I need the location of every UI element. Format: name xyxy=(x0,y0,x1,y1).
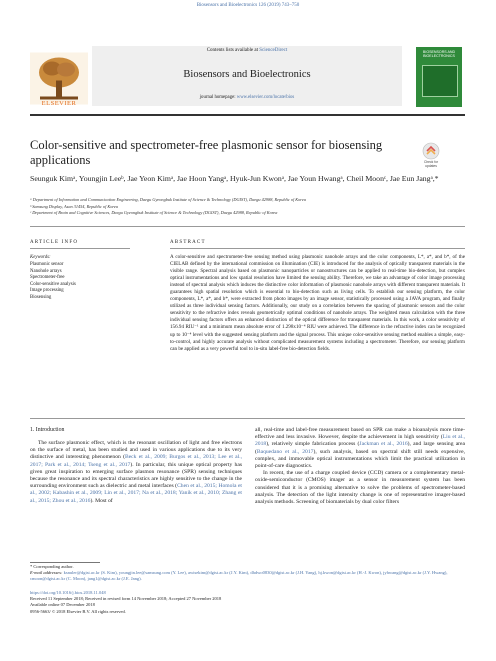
email-list[interactable]: ksnuler@dgist.ac.kr (S. Kim), youngjin.lee@samsung.com (Y. Lee), awisekim@dgist.ac.kr (J.Y. Kim), dhdwo0830@dgist.ac.kr (J.H. Yang), hj.kwon@dgist.ac.kr (H.-J. Kwon), jyhwang@dgist.ac.kr (J.Y. Hwang), cmoon@dgist.ac.kr (C. Moon), jang1@dgist.ac.kr (J.E. Jang). xyxy=(30,570,448,582)
keyword: Biosensing xyxy=(30,294,52,300)
issn-copyright: 0956-5663/ © 2018 Elsevier B.V. All rights reserved. xyxy=(30,608,126,614)
doi-link[interactable]: https://doi.org/10.1016/j.bios.2018.11.048 xyxy=(30,590,106,595)
body-text: ), relatively simple fabrication process ( xyxy=(266,441,360,448)
affiliation-a: ᵃ Department of Information and Communication Engineering, Daegu Gyeongbuk Institute of Science & Technology (DGIST), Daegu 42988, Republic of Korea xyxy=(30,197,306,202)
intro-paragraph-1 xyxy=(30,440,242,505)
check-for-updates-badge[interactable] xyxy=(418,141,444,169)
abstract-rule xyxy=(170,248,465,249)
intro-paragraph-1-cont xyxy=(255,427,465,470)
body-text: ), such analysis, based on spectral shift still needs expensive, complex, and immovable optical instrumentations which limit the practical utilization in point-of-care diagnostics. xyxy=(255,448,465,470)
body-column-right xyxy=(255,427,465,506)
keyword: Plasmonic sensor xyxy=(30,262,64,267)
journal-homepage-line xyxy=(92,95,402,100)
keywords-label: Keywords: xyxy=(30,255,51,260)
abstract-heading: ABSTRACT xyxy=(170,240,206,245)
availability-prefix: Contents lists available at xyxy=(206,48,260,53)
publication-info xyxy=(30,590,465,615)
citation-link[interactable]: Jackman et al., 2016 xyxy=(359,441,408,448)
article-title: Color-sensitive and spectrometer-free plasmonic sensor for biosensing applications xyxy=(30,138,383,167)
citation-link[interactable]: Liu et al., 2018 xyxy=(255,434,466,448)
keyword: Spectrometer-free xyxy=(30,275,65,280)
citation-link[interactable]: Baquedano et al., 2017 xyxy=(256,448,314,455)
author-list: Seunguk Kimᵃ, Youngjin Leeᵇ, Jae Yeon Kimᵃ, Jae Hoon Yangᵃ, Hyuk-Jun Kwonᵃ, Jae Youn Hwangᵃ, Cheil Moonᶜ, Jae Eun Jangᵃ,* xyxy=(30,174,439,183)
affiliation-c: ᶜ Department of Brain and Cognitive Sciences, Daegu Gyeongbuk Institute of Science & Technology (DGIST), Daegu 42988, Republic of Korea xyxy=(30,210,278,215)
cover-image xyxy=(422,65,458,97)
journal-cover xyxy=(416,47,462,107)
body-rule xyxy=(30,418,465,419)
keyword: Color-sensitive analysis xyxy=(30,281,76,287)
check-updates-label: Check for updates xyxy=(423,160,439,168)
check-updates-icon xyxy=(418,141,444,160)
body-text: ). In particular, this unique optical property has given great inspiration to emerging surface plasmon resonance (SPR) sensing techniques because the resonance and its spectral characteristics are highly sensitive to the change in the surrounding environment such as dielectric and metal interfaces ( xyxy=(30,461,243,490)
header-rule xyxy=(30,114,465,116)
sciencedirect-link[interactable]: ScienceDirect xyxy=(259,48,288,53)
publisher-name: ELSEVIER xyxy=(41,100,77,107)
email-label: E-mail addresses: xyxy=(30,570,64,576)
abstract-text: A color-sensitive and spectrometer-free sensing method using plasmonic nanohole arrays and the color components, L*, a*, and b*, of the CIELAB defined by the international commission on illumination (CIE) is introduced for the analysis of optically transparent materials in the visible range. Spectral analysis based on plasmonic nanoparticles or nanostructures can be applied to real-time bio-detection, but complex optical instrumentations and low spatial resolution have limited the sensing ability. Therefore, we take an advantage of color image processing instead of spectral analysis which induces the distinctive color information of plasmonic nanohole arrays with different transparent materials. It guarantees high spatial resolution which is essential to bio-detection such as living cells. To establish our sensing platform, the color components, L*, a*, and b*, were extracted from photo images by an image sensor, statistically processed using a JAVA program, and finally utilized as three individual sensing factors. Additionally, our study on a correlation between the spacing of plasmonic sensors and the color sensitivity to the refractive index reveals geometrically optimal conditions of nanohole arrays. The weighted mean calculation with the three individual sensing factors offers an enhanced distinction of the optical difference for transparent materials. In this work, a color sensitivity of 156.94 RIU⁻¹ and a minimum mean absolute error of 1.298x10⁻⁴ RIU were achieved. The difference in the refractive index can be recognized up to 10⁻⁴ level with the suggested sensing platform and the signal process. This unique color-sensitive sensing method enables a simple, easy-to-control, and highly accurate analysis without complicated measurement systems including a spectrometer. Therefore, our sensing platform can be applied as a very powerful tool to in-situ label-free bio-detection fields. xyxy=(170,254,465,352)
keywords-list xyxy=(30,262,150,301)
footnote xyxy=(30,564,465,583)
affiliation-b: ᵇ Samsung Display, Asan 31454, Republic of Korea xyxy=(30,203,118,209)
body-text: The surface plasmonic effect, which is the resonant oscillation of light and free electrons on the surface of metal, has been studied and used in various applications due to its very distinctive and interesting phenomenon ( xyxy=(30,440,242,461)
homepage-prefix: journal homepage: xyxy=(199,95,237,100)
affiliations xyxy=(30,197,460,217)
article-info-rule xyxy=(30,248,130,249)
intro-paragraph-2: In recent, the use of a charge coupled device (CCD) camera or a complementary metal-oxide-semiconductor (CMOS) imager as a sensor in measurement system has been considered that it is a promising alternative to solve the problems of spectrometer-based analysis. The detection of the light intensity change is one of representative imager-based analysis methods. Screening of biomaterials by dual color filters xyxy=(255,470,465,506)
citation-link[interactable]: Chen et al., 2015; Homola et al., 2002; Kabashin et al., 2009; Lin et al., 2017; Na et al., 2018; Yanik et al., 2010; Zhang et al., 2015; Zhou et al., 2016 xyxy=(30,483,242,504)
running-head: Biosensors and Bioelectronics 126 (2019) 743–750 xyxy=(196,3,300,8)
corresponding-author-note: * Corresponding author. xyxy=(30,564,74,569)
homepage-link[interactable]: www.elsevier.com/locate/bios xyxy=(236,95,295,100)
article-info-heading: ARTICLE INFO xyxy=(30,240,79,245)
body-text: ). Most of xyxy=(90,497,113,504)
body-text: ), and large sensing area ( xyxy=(255,441,466,455)
citation-link[interactable]: Beck et al., 2009; Burgos et al., 2013; Lee et al., 2017; Park et al., 2014; Tseng et al., 2017 xyxy=(30,454,243,468)
introduction-heading: 1. Introduction xyxy=(30,427,65,433)
available-online: Available online 07 December 2018 xyxy=(30,602,95,608)
keyword: Image processing xyxy=(30,288,64,293)
affiliation-rule xyxy=(30,226,465,227)
cover-title: BIOSENSORS AND BIOELECTRONICS xyxy=(422,50,456,58)
body-column-left xyxy=(30,440,242,505)
email-addresses xyxy=(30,570,465,582)
body-text: all, real-time and label-free measurement based on SPR can make a bioanalysis more time-effective and less invasive. However, despite the achievement in high sensitivity ( xyxy=(255,427,465,441)
journal-title: Biosensors and Bioelectronics xyxy=(183,69,311,80)
received-dates: Received 11 September 2018; Received in revised form 14 November 2018; Accepted 27 November 2018 xyxy=(30,596,222,602)
footnote-rule xyxy=(30,562,100,563)
availability-line xyxy=(92,48,402,53)
keyword: Nanohole arrays xyxy=(30,268,62,274)
